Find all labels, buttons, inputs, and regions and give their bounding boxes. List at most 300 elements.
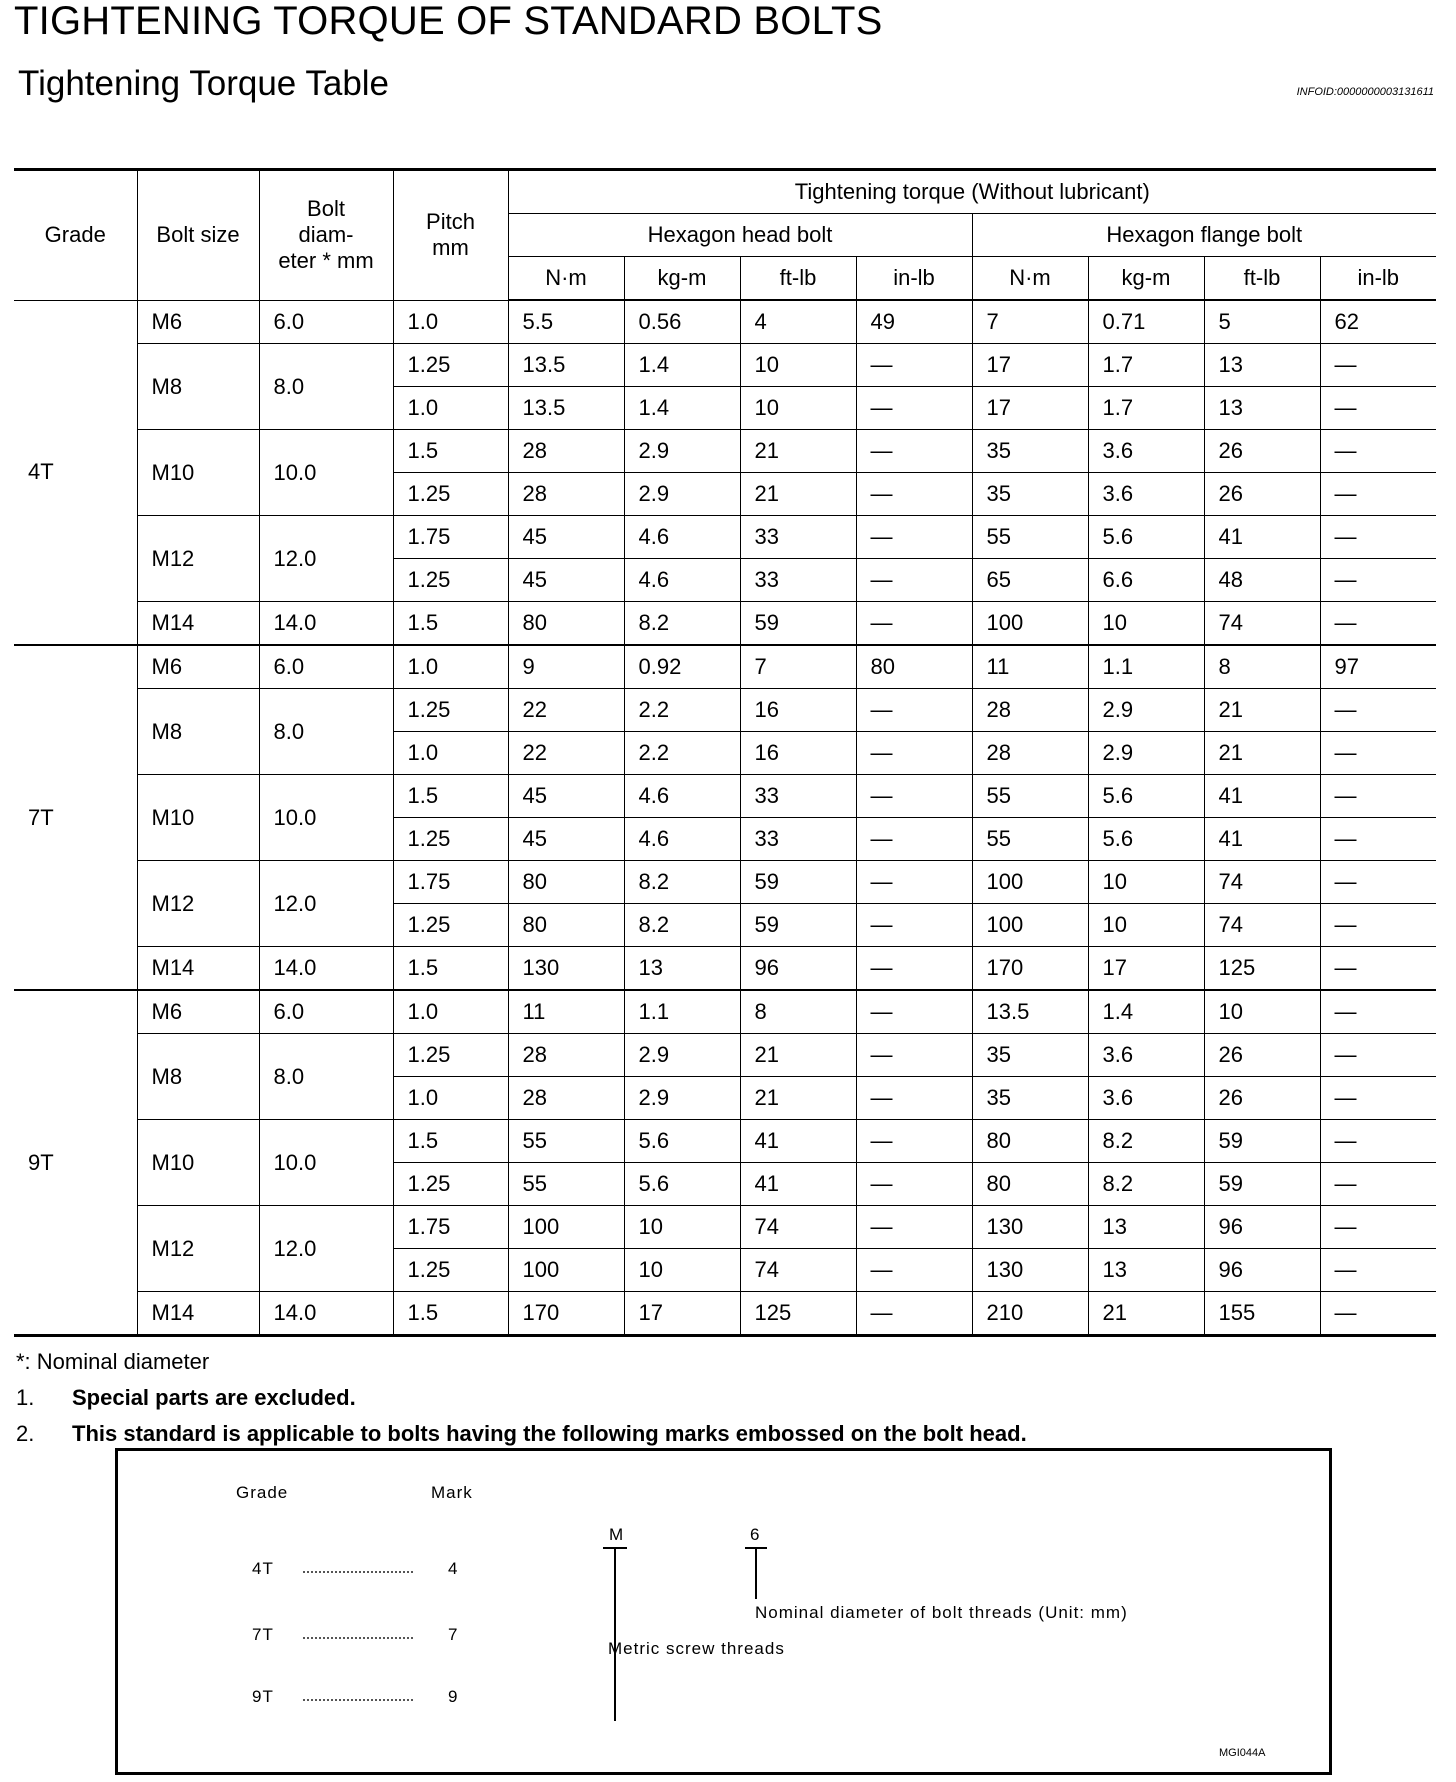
torque-value-cell: 80 — [856, 645, 972, 689]
torque-value-cell: 8.2 — [1088, 1120, 1204, 1163]
torque-value-cell: 10 — [624, 1249, 740, 1292]
torque-value-cell: 13 — [1088, 1206, 1204, 1249]
bolt-diameter-cell: 12.0 — [259, 1206, 393, 1292]
header-unit: N·m — [508, 257, 624, 301]
table-row — [14, 775, 1436, 818]
torque-value-cell: 28 — [972, 732, 1088, 775]
torque-value-cell: 55 — [972, 516, 1088, 559]
pitch-cell: 1.0 — [393, 300, 508, 344]
torque-value-cell: 22 — [508, 732, 624, 775]
torque-value-cell: 96 — [1204, 1206, 1320, 1249]
torque-value-cell: 41 — [1204, 775, 1320, 818]
torque-value-cell: 130 — [972, 1206, 1088, 1249]
torque-value-cell: 28 — [972, 689, 1088, 732]
torque-value-cell: 21 — [740, 1034, 856, 1077]
pitch-cell: 1.25 — [393, 904, 508, 947]
pitch-cell: 1.25 — [393, 559, 508, 602]
pitch-cell: 1.75 — [393, 516, 508, 559]
torque-value-cell: — — [856, 732, 972, 775]
torque-value-cell: 11 — [508, 990, 624, 1034]
torque-value-cell: 10 — [740, 344, 856, 387]
torque-value-cell: — — [856, 1120, 972, 1163]
torque-value-cell: 100 — [508, 1249, 624, 1292]
torque-value-cell: 28 — [508, 430, 624, 473]
torque-value-cell: 8 — [740, 990, 856, 1034]
bolt-diameter-cell: 14.0 — [259, 947, 393, 991]
torque-value-cell: — — [1320, 430, 1436, 473]
torque-value-cell: — — [1320, 602, 1436, 646]
torque-value-cell: 125 — [1204, 947, 1320, 991]
torque-value-cell: 33 — [740, 818, 856, 861]
pitch-cell: 1.25 — [393, 1034, 508, 1077]
note-text: Special parts are excluded. — [72, 1385, 356, 1410]
torque-value-cell: 97 — [1320, 645, 1436, 689]
torque-value-cell: 4.6 — [624, 818, 740, 861]
figure-grade: 9T — [252, 1687, 274, 1706]
torque-value-cell: 22 — [508, 689, 624, 732]
torque-value-cell: — — [856, 1206, 972, 1249]
torque-value-cell: 35 — [972, 430, 1088, 473]
table-row — [14, 689, 1436, 732]
torque-value-cell: 48 — [1204, 559, 1320, 602]
torque-value-cell: 74 — [740, 1206, 856, 1249]
torque-value-cell: 170 — [508, 1292, 624, 1336]
torque-value-cell: 21 — [1088, 1292, 1204, 1336]
torque-value-cell: 59 — [1204, 1163, 1320, 1206]
torque-value-cell: 125 — [740, 1292, 856, 1336]
torque-value-cell: — — [1320, 344, 1436, 387]
torque-value-cell: — — [1320, 473, 1436, 516]
table-row — [14, 947, 1436, 991]
torque-value-cell: 41 — [740, 1120, 856, 1163]
torque-value-cell: 65 — [972, 559, 1088, 602]
torque-value-cell: — — [856, 861, 972, 904]
torque-value-cell: 130 — [508, 947, 624, 991]
bolt-size-cell: M8 — [137, 689, 259, 775]
info-id: INFOID:0000000003131611 — [1296, 86, 1434, 98]
bolt-size-cell: M8 — [137, 1034, 259, 1120]
bolt-diameter-cell: 12.0 — [259, 861, 393, 947]
bolt-diameter-cell: 14.0 — [259, 602, 393, 646]
torque-value-cell: — — [856, 990, 972, 1034]
torque-value-cell: 35 — [972, 1077, 1088, 1120]
header-hexagon-head-bolt: Hexagon head bolt — [508, 214, 972, 257]
figure-grade: 7T — [252, 1625, 274, 1644]
torque-value-cell: — — [1320, 818, 1436, 861]
torque-value-cell: 41 — [1204, 818, 1320, 861]
torque-value-cell: — — [1320, 904, 1436, 947]
torque-value-cell: 96 — [740, 947, 856, 991]
bolt-size-cell: M14 — [137, 602, 259, 646]
torque-value-cell: 41 — [1204, 516, 1320, 559]
note-item — [16, 1380, 1027, 1416]
torque-value-cell: — — [1320, 1292, 1436, 1336]
torque-table — [14, 168, 1436, 1337]
torque-value-cell: — — [1320, 1120, 1436, 1163]
torque-value-cell: — — [1320, 689, 1436, 732]
bolt-diameter-cell: 8.0 — [259, 1034, 393, 1120]
torque-value-cell: 5.6 — [624, 1163, 740, 1206]
torque-value-cell: 8.2 — [624, 904, 740, 947]
torque-table-body — [14, 300, 1436, 1336]
torque-value-cell: 2.9 — [1088, 689, 1204, 732]
pitch-cell: 1.0 — [393, 990, 508, 1034]
table-row — [14, 430, 1436, 473]
pitch-cell: 1.25 — [393, 818, 508, 861]
table-row — [14, 1292, 1436, 1336]
pitch-cell: 1.25 — [393, 689, 508, 732]
nominal-diameter-label: Nominal diameter of bolt threads (Unit: mm) — [755, 1603, 1128, 1622]
bolt-diameter-cell: 12.0 — [259, 516, 393, 602]
torque-value-cell: — — [1320, 775, 1436, 818]
figure-grade: 4T — [252, 1559, 274, 1578]
torque-value-cell: 3.6 — [1088, 473, 1204, 516]
torque-value-cell: 10 — [1088, 904, 1204, 947]
torque-value-cell: — — [856, 775, 972, 818]
torque-value-cell: 5.6 — [1088, 818, 1204, 861]
pitch-cell: 1.25 — [393, 1249, 508, 1292]
header-tightening-torque: Tightening torque (Without lubricant) — [508, 170, 1436, 214]
pitch-cell: 1.0 — [393, 732, 508, 775]
torque-value-cell: 1.4 — [1088, 990, 1204, 1034]
bolt-diameter-cell: 10.0 — [259, 430, 393, 516]
header-bolt-diameter: Bolt diam- eter * mm — [259, 170, 393, 301]
torque-value-cell: 13 — [1088, 1249, 1204, 1292]
torque-value-cell: 74 — [740, 1249, 856, 1292]
torque-value-cell: 17 — [972, 387, 1088, 430]
leader-dots — [303, 1699, 413, 1701]
bolt-diameter-cell: 6.0 — [259, 645, 393, 689]
header-pitch: Pitch mm — [393, 170, 508, 301]
pitch-cell: 1.75 — [393, 1206, 508, 1249]
pitch-cell: 1.75 — [393, 861, 508, 904]
bolt-size-cell: M12 — [137, 1206, 259, 1292]
grade-cell: 4T — [14, 300, 137, 645]
pitch-cell: 1.5 — [393, 602, 508, 646]
torque-value-cell: 26 — [1204, 1034, 1320, 1077]
leader-dots — [303, 1571, 413, 1573]
torque-value-cell: 80 — [508, 904, 624, 947]
torque-value-cell: 55 — [508, 1163, 624, 1206]
torque-value-cell: 7 — [740, 645, 856, 689]
pitch-cell: 1.5 — [393, 1120, 508, 1163]
torque-value-cell: 2.9 — [624, 430, 740, 473]
figure-mark: 7 — [448, 1625, 459, 1644]
torque-value-cell: 1.4 — [624, 387, 740, 430]
pitch-cell: 1.25 — [393, 473, 508, 516]
torque-value-cell: 100 — [508, 1206, 624, 1249]
bolt-size-cell: M12 — [137, 516, 259, 602]
torque-value-cell: 28 — [508, 1077, 624, 1120]
torque-value-cell: 13 — [1204, 387, 1320, 430]
torque-value-cell: — — [856, 387, 972, 430]
bolt-diameter-cell: 10.0 — [259, 1120, 393, 1206]
torque-value-cell: — — [1320, 732, 1436, 775]
torque-value-cell: 2.2 — [624, 689, 740, 732]
grade-cell: 7T — [14, 645, 137, 990]
torque-value-cell: 74 — [1204, 602, 1320, 646]
torque-value-cell: 41 — [740, 1163, 856, 1206]
torque-value-cell: 45 — [508, 559, 624, 602]
torque-value-cell: 8.2 — [624, 861, 740, 904]
bolt-size-cell: M10 — [137, 1120, 259, 1206]
table-row — [14, 300, 1436, 344]
torque-value-cell: 16 — [740, 732, 856, 775]
torque-value-cell: 17 — [1088, 947, 1204, 991]
torque-value-cell: 45 — [508, 775, 624, 818]
torque-value-cell: 10 — [740, 387, 856, 430]
torque-value-cell: — — [1320, 1206, 1436, 1249]
torque-value-cell: 2.9 — [624, 473, 740, 516]
torque-value-cell: 21 — [1204, 689, 1320, 732]
torque-value-cell: 26 — [1204, 1077, 1320, 1120]
torque-value-cell: — — [856, 602, 972, 646]
footnote-nominal-diameter: *: Nominal diameter — [16, 1349, 210, 1374]
torque-value-cell: 45 — [508, 516, 624, 559]
torque-value-cell: — — [1320, 559, 1436, 602]
torque-value-cell: — — [1320, 1249, 1436, 1292]
torque-value-cell: 1.1 — [1088, 645, 1204, 689]
figure-mark: 4 — [448, 1559, 459, 1578]
header-bolt-size: Bolt size — [137, 170, 259, 301]
note-number: 1. — [16, 1385, 35, 1410]
torque-value-cell: 11 — [972, 645, 1088, 689]
torque-value-cell: 21 — [740, 473, 856, 516]
torque-value-cell: 3.6 — [1088, 430, 1204, 473]
torque-value-cell: 9 — [508, 645, 624, 689]
bolt-size-cell: M14 — [137, 947, 259, 991]
torque-value-cell: 55 — [972, 818, 1088, 861]
torque-value-cell: — — [1320, 1077, 1436, 1120]
bolt-diameter-cell: 8.0 — [259, 344, 393, 430]
figure-grade-header: Grade — [236, 1483, 289, 1502]
nominal-leader-line — [755, 1547, 757, 1599]
header-unit: ft-lb — [1204, 257, 1320, 301]
leader-dots — [303, 1637, 413, 1639]
bolt-diameter-cell: 6.0 — [259, 990, 393, 1034]
torque-value-cell: 3.6 — [1088, 1034, 1204, 1077]
torque-value-cell: 155 — [1204, 1292, 1320, 1336]
torque-value-cell: 59 — [1204, 1120, 1320, 1163]
torque-value-cell: — — [856, 947, 972, 991]
torque-value-cell: 21 — [1204, 732, 1320, 775]
table-row — [14, 516, 1436, 559]
torque-value-cell: 100 — [972, 904, 1088, 947]
torque-value-cell: — — [856, 473, 972, 516]
torque-value-cell: 13.5 — [972, 990, 1088, 1034]
torque-value-cell: 2.9 — [624, 1077, 740, 1120]
figure-mark-header: Mark — [431, 1483, 473, 1502]
note-text: This standard is applicable to bolts having the following marks embossed on the bolt head. — [72, 1421, 1027, 1446]
table-row — [14, 1206, 1436, 1249]
torque-value-cell: 35 — [972, 1034, 1088, 1077]
pitch-cell: 1.5 — [393, 947, 508, 991]
label-6: 6 — [750, 1525, 761, 1544]
metric-screw-threads-label: Metric screw threads — [608, 1639, 785, 1658]
torque-value-cell: 59 — [740, 861, 856, 904]
bolt-size-cell: M6 — [137, 645, 259, 689]
table-row — [14, 645, 1436, 689]
bolt-size-cell: M12 — [137, 861, 259, 947]
pitch-cell: 1.0 — [393, 1077, 508, 1120]
torque-value-cell: 210 — [972, 1292, 1088, 1336]
torque-value-cell: 16 — [740, 689, 856, 732]
torque-value-cell: 5.5 — [508, 300, 624, 344]
torque-value-cell: 0.56 — [624, 300, 740, 344]
torque-value-cell: 130 — [972, 1249, 1088, 1292]
torque-value-cell: 4.6 — [624, 559, 740, 602]
torque-value-cell: 5.6 — [1088, 775, 1204, 818]
metric-leader-line — [614, 1547, 616, 1721]
torque-value-cell: — — [856, 904, 972, 947]
torque-value-cell: 80 — [508, 602, 624, 646]
header-hexagon-flange-bolt: Hexagon flange bolt — [972, 214, 1436, 257]
torque-value-cell: 59 — [740, 602, 856, 646]
torque-value-cell: 1.1 — [624, 990, 740, 1034]
pitch-cell: 1.5 — [393, 1292, 508, 1336]
torque-value-cell: 62 — [1320, 300, 1436, 344]
bolt-size-cell: M10 — [137, 430, 259, 516]
torque-value-cell: 1.4 — [624, 344, 740, 387]
header-unit: kg-m — [1088, 257, 1204, 301]
table-row — [14, 344, 1436, 387]
header-unit: in-lb — [1320, 257, 1436, 301]
torque-value-cell: 33 — [740, 559, 856, 602]
torque-value-cell: — — [856, 516, 972, 559]
header-unit: ft-lb — [740, 257, 856, 301]
torque-value-cell: 4.6 — [624, 775, 740, 818]
torque-value-cell: — — [856, 1034, 972, 1077]
torque-value-cell: — — [856, 818, 972, 861]
torque-value-cell: — — [856, 689, 972, 732]
notes — [16, 1344, 1027, 1452]
torque-value-cell: 8.2 — [1088, 1163, 1204, 1206]
page-title: TIGHTENING TORQUE OF STANDARD BOLTS — [14, 0, 883, 43]
torque-value-cell: 4 — [740, 300, 856, 344]
table-row — [14, 1034, 1436, 1077]
torque-value-cell: 1.7 — [1088, 344, 1204, 387]
torque-value-cell: 13.5 — [508, 344, 624, 387]
torque-value-cell: 13 — [624, 947, 740, 991]
header-grade: Grade — [14, 170, 137, 301]
torque-value-cell: 13.5 — [508, 387, 624, 430]
torque-value-cell: 6.6 — [1088, 559, 1204, 602]
bolt-diameter-cell: 10.0 — [259, 775, 393, 861]
torque-value-cell: 45 — [508, 818, 624, 861]
torque-value-cell: — — [856, 559, 972, 602]
pitch-cell: 1.25 — [393, 1163, 508, 1206]
torque-value-cell: — — [1320, 990, 1436, 1034]
torque-value-cell: — — [1320, 1163, 1436, 1206]
bolt-size-cell: M14 — [137, 1292, 259, 1336]
torque-value-cell: 5.6 — [1088, 516, 1204, 559]
torque-value-cell: 74 — [1204, 861, 1320, 904]
torque-value-cell: 10 — [1088, 602, 1204, 646]
torque-value-cell: 13 — [1204, 344, 1320, 387]
torque-value-cell: 74 — [1204, 904, 1320, 947]
pitch-cell: 1.25 — [393, 344, 508, 387]
header-unit: N·m — [972, 257, 1088, 301]
torque-value-cell: — — [856, 430, 972, 473]
torque-value-cell: 21 — [740, 1077, 856, 1120]
torque-value-cell: 4.6 — [624, 516, 740, 559]
torque-value-cell: 1.7 — [1088, 387, 1204, 430]
table-row — [14, 602, 1436, 646]
bolt-diameter-cell: 14.0 — [259, 1292, 393, 1336]
torque-value-cell: 80 — [972, 1120, 1088, 1163]
torque-value-cell: 26 — [1204, 473, 1320, 516]
pitch-cell: 1.0 — [393, 387, 508, 430]
grade-cell: 9T — [14, 990, 137, 1336]
torque-value-cell: 17 — [972, 344, 1088, 387]
torque-value-cell: 5 — [1204, 300, 1320, 344]
torque-value-cell: — — [1320, 861, 1436, 904]
pitch-cell: 1.5 — [393, 775, 508, 818]
bolt-size-cell: M6 — [137, 300, 259, 344]
torque-value-cell: 33 — [740, 775, 856, 818]
section-title: Tightening Torque Table — [18, 64, 390, 103]
torque-value-cell: — — [856, 1163, 972, 1206]
note-item — [16, 1416, 1027, 1452]
table-row — [14, 1120, 1436, 1163]
torque-value-cell: — — [856, 344, 972, 387]
torque-value-cell: 2.9 — [1088, 732, 1204, 775]
bolt-size-cell: M8 — [137, 344, 259, 430]
torque-value-cell: 7 — [972, 300, 1088, 344]
table-row — [14, 861, 1436, 904]
torque-value-cell: — — [1320, 516, 1436, 559]
torque-value-cell: 96 — [1204, 1249, 1320, 1292]
torque-value-cell: 100 — [972, 861, 1088, 904]
torque-value-cell: 0.92 — [624, 645, 740, 689]
torque-value-cell: 8.2 — [624, 602, 740, 646]
torque-value-cell: 170 — [972, 947, 1088, 991]
figure-mark: 9 — [448, 1687, 459, 1706]
table-row — [14, 990, 1436, 1034]
torque-value-cell: 21 — [740, 430, 856, 473]
header-unit: in-lb — [856, 257, 972, 301]
torque-value-cell: 55 — [972, 775, 1088, 818]
figure-id: MGI044A — [1219, 1747, 1266, 1759]
torque-value-cell: 17 — [624, 1292, 740, 1336]
torque-value-cell: — — [1320, 387, 1436, 430]
torque-value-cell: 0.71 — [1088, 300, 1204, 344]
pitch-cell: 1.5 — [393, 430, 508, 473]
torque-value-cell: — — [1320, 947, 1436, 991]
torque-value-cell: 10 — [1088, 861, 1204, 904]
torque-value-cell: 8 — [1204, 645, 1320, 689]
header-unit: kg-m — [624, 257, 740, 301]
torque-value-cell: 10 — [624, 1206, 740, 1249]
pitch-cell: 1.0 — [393, 645, 508, 689]
label-m: M — [609, 1525, 625, 1544]
torque-value-cell: 2.2 — [624, 732, 740, 775]
torque-value-cell: 55 — [508, 1120, 624, 1163]
bolt-mark-figure — [115, 1448, 1332, 1775]
torque-value-cell: 28 — [508, 1034, 624, 1077]
torque-value-cell: 59 — [740, 904, 856, 947]
torque-value-cell: — — [856, 1292, 972, 1336]
torque-value-cell: 33 — [740, 516, 856, 559]
torque-value-cell: 35 — [972, 473, 1088, 516]
bolt-diameter-cell: 8.0 — [259, 689, 393, 775]
torque-value-cell: 3.6 — [1088, 1077, 1204, 1120]
torque-value-cell: — — [856, 1249, 972, 1292]
torque-value-cell: 80 — [972, 1163, 1088, 1206]
torque-value-cell: — — [856, 1077, 972, 1120]
torque-value-cell: 28 — [508, 473, 624, 516]
bolt-diameter-cell: 6.0 — [259, 300, 393, 344]
